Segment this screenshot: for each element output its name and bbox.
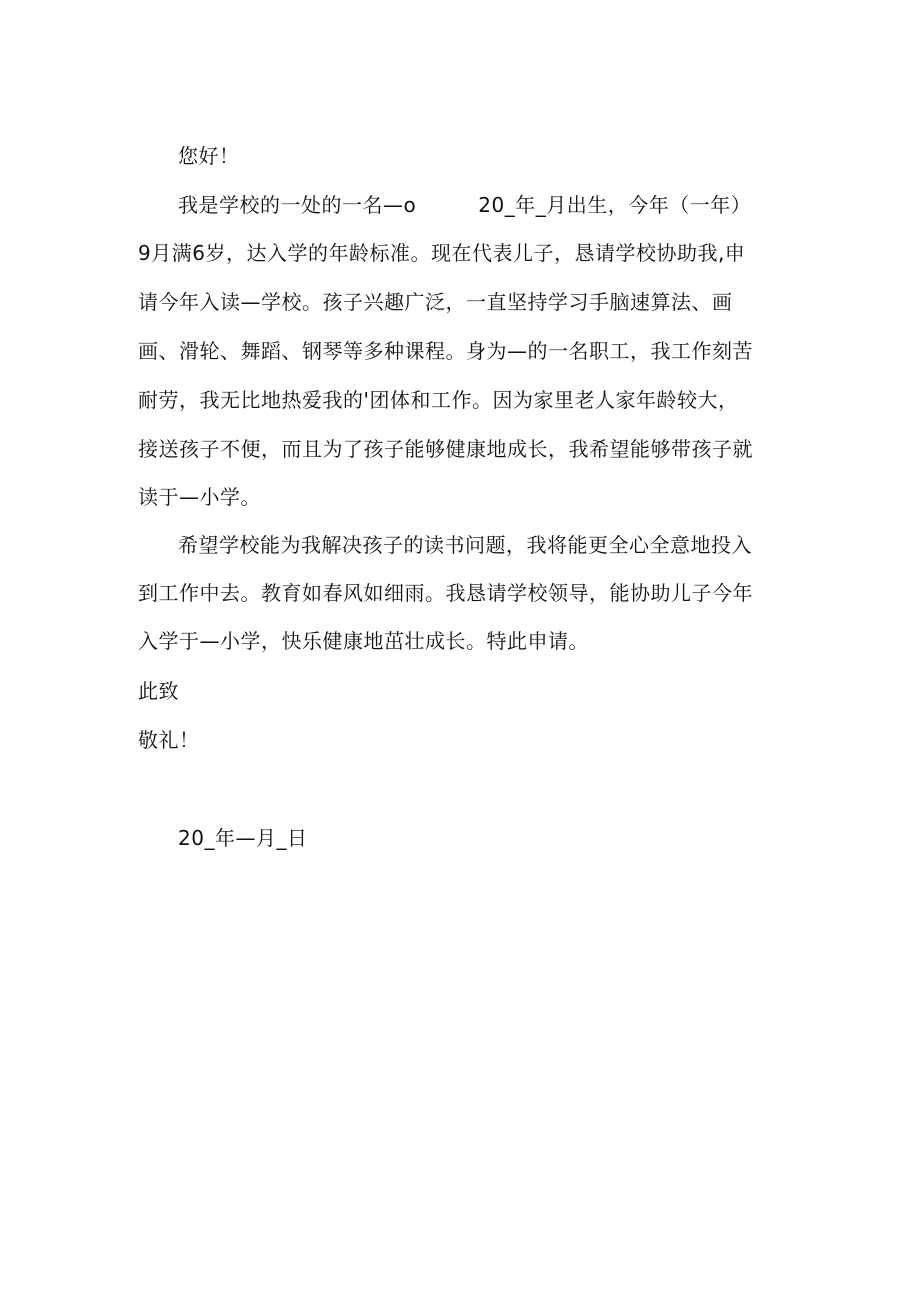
paragraph-1-line-7: 读于—小学。: [138, 485, 261, 509]
closing-regards: 敬礼！: [138, 728, 200, 752]
signature-date: 20_年—月_日: [178, 826, 308, 850]
paragraph-2-line-2: 到工作中去。教育如春风如细雨。我恳请学校领导，能协助儿子今年: [138, 581, 753, 605]
paragraph-1-line-1: [178, 192, 838, 218]
paragraph-1-line-6: 接送孩子不便，而且为了孩子能够健康地成长，我希望能够带孩子就: [138, 437, 753, 461]
paragraph-2-line-3: 入学于—小学，快乐健康地茁壮成长。特此申请。: [138, 629, 589, 653]
paragraph-1-line-1-left: 我是学校的一处的一名—o: [178, 193, 417, 217]
paragraph-1-line-1-right: 20_年_月出生，今年（一年）: [478, 193, 752, 217]
paragraph-1-line-5: 耐劳，我无比地热爱我的'团体和工作。因为家里老人家年龄较大，: [138, 388, 739, 412]
paragraph-2-line-1: 希望学校能为我解决孩子的读书问题，我将能更全心全意地投入: [178, 533, 752, 557]
paragraph-1-line-4: 画、滑轮、舞蹈、钢琴等多种课程。身为—的一名职工，我工作刻苦: [138, 339, 753, 363]
greeting: 您好！: [178, 144, 240, 168]
paragraph-1-line-2: 9月满6岁，达入学的年龄标准。现在代表儿子，恳请学校协助我,申: [138, 241, 746, 265]
paragraph-1-line-3: 请今年入读—学校。孩子兴趣广泛，一直坚持学习手脑速算法、画: [138, 290, 733, 314]
closing-salutation: 此致: [138, 679, 179, 703]
